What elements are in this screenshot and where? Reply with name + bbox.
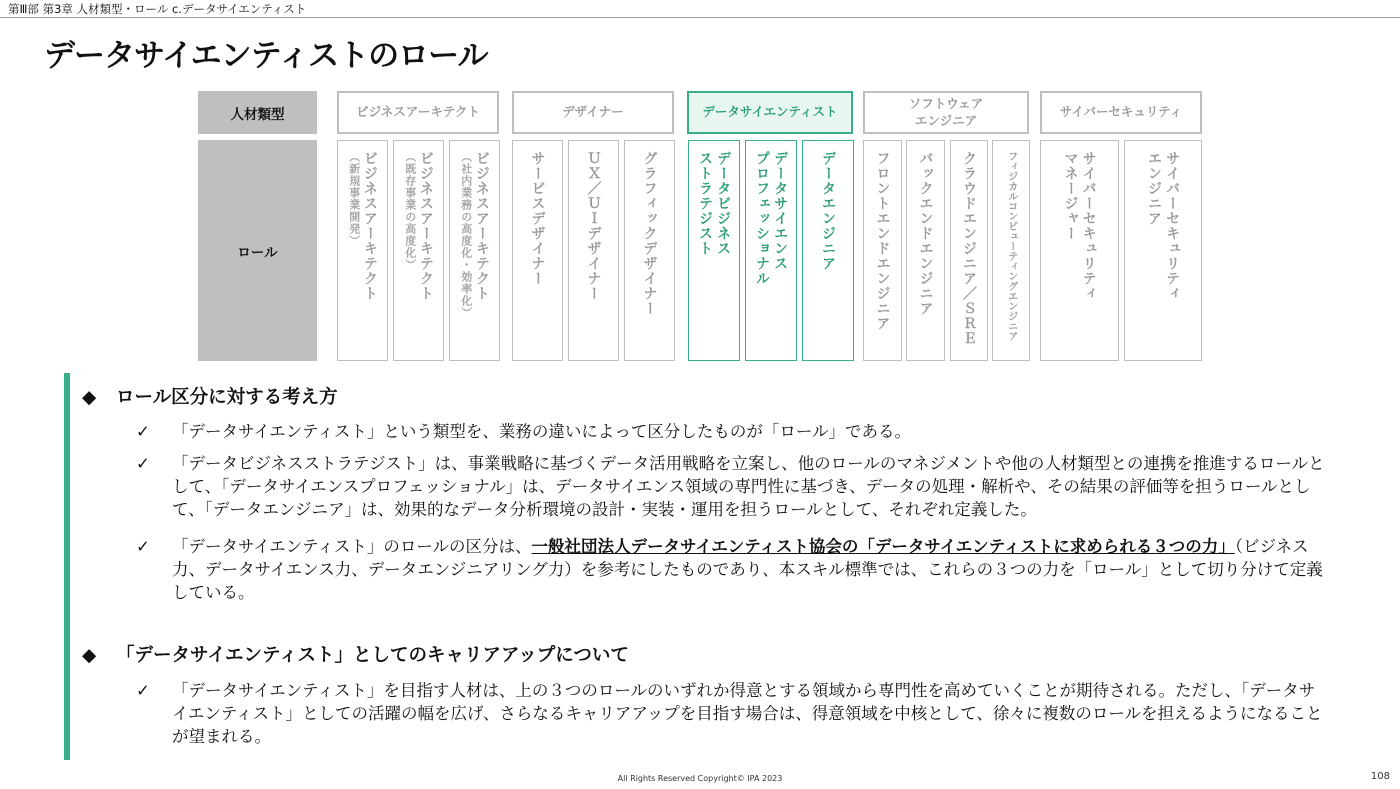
- role-label-line: フィジカルコンピューティングエンジニア: [1005, 151, 1017, 341]
- role-cell-8: [802, 140, 854, 361]
- section1-heading-text: ロール区分に対する考え方: [116, 387, 338, 408]
- check-icon: ✓: [136, 454, 150, 473]
- page-title: データサイエンティストのロール: [44, 38, 488, 74]
- type-header-2: データサイエンティスト: [687, 91, 853, 134]
- section1-item-1-text: 「データサイエンティスト」という類型を、業務の違いによって区分したものが「ロール」である。: [172, 422, 912, 441]
- role-label-line: バックエンドエンジニア: [917, 151, 934, 316]
- role-label-line: （既存事業の高度化）: [403, 151, 417, 271]
- section1-item-2-text: 「データビジネスストラテジスト」は、事業戦略に基づくデータ活用戦略を立案し、他のロールのマネジメントや他の人材類型との連携を推進するロールとして、「データサイエンスプロフェッショナル」は、データサイエンス領域の専門性に基づき、データの処理・解析や、その結果の評価等を担うロールとして、「データエンジニア」は、効果的なデータ分析環境の設計・実装・運用を担うロールとして、それぞれ定義した。: [172, 454, 1325, 519]
- role-label-line: サイバーセキュリティ: [1080, 151, 1097, 301]
- section2-item-1: [136, 679, 1326, 748]
- role-cell-10: [906, 140, 945, 361]
- role-label-line: グラフィックデザイナー: [641, 151, 658, 316]
- role-label-line: データエンジニア: [820, 151, 837, 271]
- role-cell-1: [393, 140, 444, 361]
- role-cell-9: [863, 140, 902, 361]
- role-cell-4: [568, 140, 619, 361]
- role-label-line: クラウドエンジニア／ＳＲＥ: [961, 151, 978, 346]
- section2-heading: [82, 641, 629, 667]
- role-label-line: ビジネスアーキテクト: [417, 151, 434, 301]
- role-label-line: ビジネスアーキテクト: [361, 151, 378, 301]
- role-cell-3: [512, 140, 563, 361]
- role-label-line: （社内業務の高度化・効率化）: [459, 151, 473, 319]
- role-cell-2: [449, 140, 500, 361]
- page-number: 108: [1370, 771, 1390, 782]
- check-icon: ✓: [136, 537, 150, 556]
- role-label-line: プロフェッショナル: [754, 151, 770, 286]
- type-header-0: ビジネスアーキテクト: [337, 91, 499, 134]
- diamond-bullet-icon: ◆: [82, 387, 97, 408]
- role-label-line: サービスデザイナー: [529, 151, 546, 286]
- ds-association-reference-link[interactable]: 一般社団法人データサイエンティスト協会の「データサイエンティストに求められる３つの力」: [531, 537, 1235, 556]
- role-cell-14: [1124, 140, 1202, 361]
- role-label-line: ＵＸ／ＵＩデザイナー: [585, 151, 602, 301]
- role-label-line: ビジネスアーキテクト: [473, 151, 490, 301]
- section2-heading-text: 「データサイエンティスト」としてのキャリアアップについて: [116, 645, 629, 666]
- row-header-type: 人材類型: [198, 91, 317, 134]
- role-label-line: エンジニア: [1146, 151, 1162, 226]
- role-cell-6: [688, 140, 740, 361]
- item3-post: （ビジネス力、データサイエンス力、データエンジニアリング力）を参考にしたものであり、本スキル標準では、これらの３つの力を「ロール」として切り分けて定義している。: [172, 537, 1323, 602]
- role-label-line: データビジネス: [715, 151, 732, 256]
- role-label-line: サイバーセキュリティ: [1164, 151, 1181, 301]
- section2-item-1-text: 「データサイエンティスト」を目指す人材は、上の３つのロールのいずれか得意とする領域から専門性を高めていくことが期待される。ただし、「データサイエンティスト」としての活躍の幅を広げ、さらなるキャリアアップを目指す場合は、得意領域を中核として、徐々に複数のロールを担えるようになることが望まれる。: [172, 681, 1323, 746]
- role-cell-7: [745, 140, 797, 361]
- role-label-line: マネージャー: [1062, 151, 1079, 241]
- role-label-line: フロントエンドエンジニア: [874, 151, 891, 331]
- role-cell-5: [624, 140, 675, 361]
- section1-item-1: [136, 420, 1326, 443]
- role-cell-13: [1040, 140, 1119, 361]
- role-cell-12: [992, 140, 1030, 361]
- role-cell-11: [950, 140, 988, 361]
- role-label-line: ストラテジスト: [697, 151, 713, 256]
- header-divider: [0, 17, 1400, 18]
- breadcrumb: 第Ⅲ部 第3章 人材類型・ロール c.データサイエンティスト: [8, 2, 307, 16]
- section1-item-3-text: [172, 535, 1326, 604]
- copyright: All Rights Reserved Copyright© IPA 2023: [617, 774, 783, 783]
- check-icon: ✓: [136, 681, 150, 700]
- section1-heading: [82, 383, 338, 409]
- check-icon: ✓: [136, 422, 150, 441]
- type-header-4: サイバーセキュリティ: [1040, 91, 1202, 134]
- role-cell-0: [337, 140, 388, 361]
- section1-item-2: [136, 452, 1326, 521]
- row-header-role: ロール: [198, 140, 317, 361]
- type-header-3: ソフトウェア エンジニア: [863, 91, 1029, 134]
- type-header-1: デザイナー: [512, 91, 674, 134]
- diamond-bullet-icon: ◆: [82, 645, 97, 666]
- section-accent-bar: [64, 373, 70, 760]
- section1-item-3: [136, 535, 1326, 604]
- role-label-line: （新規事業開発）: [347, 151, 361, 247]
- item3-pre: 「データサイエンティスト」のロールの区分は、: [172, 537, 532, 556]
- role-label-line: データサイエンス: [772, 151, 789, 271]
